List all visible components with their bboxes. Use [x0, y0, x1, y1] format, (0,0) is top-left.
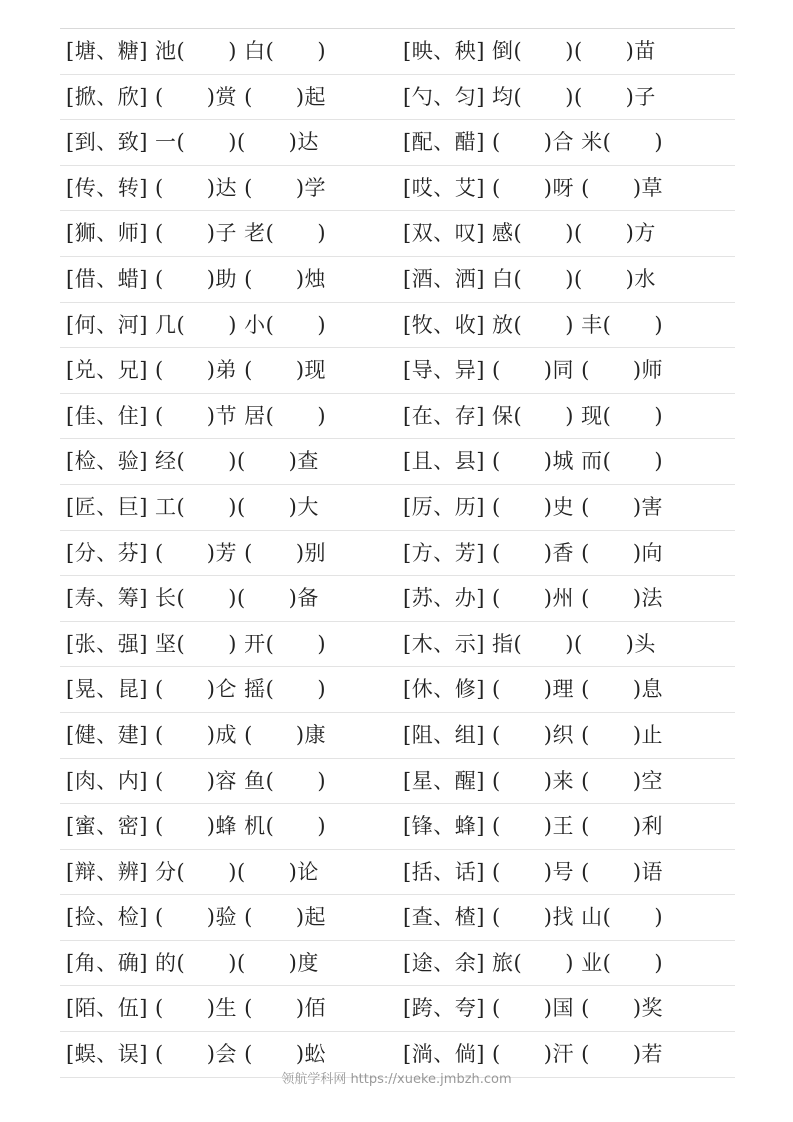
exercise-item-left: [塘、糖] 池( ) 白( ) — [66, 39, 327, 63]
exercise-item-right: [哎、艾] ( )呀 ( )草 — [403, 175, 664, 200]
exercise-item-left: [借、蜡] ( )助 ( )烛 — [66, 266, 327, 291]
exercise-item-left: [寿、筹] 长( )( )备 — [66, 586, 319, 611]
exercise-item-right: [苏、办] ( )州 ( )法 — [403, 586, 664, 611]
exercise-item-left: [到、致] 一( )( )达 — [66, 130, 319, 155]
exercise-row — [60, 667, 735, 713]
exercise-item-right: [导、异] ( )同 ( )师 — [403, 358, 664, 383]
exercise-item-right: [酒、洒] 白( )( )水 — [403, 266, 656, 291]
exercise-item-right: [查、楂] ( )找 山( ) — [403, 905, 664, 930]
exercise-item-right: [休、修] ( )理 ( )息 — [403, 677, 664, 702]
exercise-item-left: [蜈、误] ( )会 ( )蚣 — [66, 1042, 327, 1067]
exercise-row — [60, 303, 735, 349]
exercise-item-left: [佳、住] ( )节 居( ) — [66, 403, 327, 428]
exercise-item-right: [阻、组] ( )织 ( )止 — [403, 722, 664, 747]
exercise-sheet — [60, 28, 735, 1078]
exercise-row — [60, 166, 735, 212]
exercise-row — [60, 394, 735, 440]
exercise-row — [60, 804, 735, 850]
exercise-item-right: [淌、倘] ( )汗 ( )若 — [403, 1042, 664, 1067]
exercise-item-left: [掀、欣] ( )赏 ( )起 — [66, 84, 327, 109]
exercise-row — [60, 348, 735, 394]
exercise-item-right: [木、示] 指( )( )头 — [403, 631, 656, 656]
exercise-item-left: [角、确] 的( )( )度 — [66, 950, 319, 975]
exercise-item-left: [何、河] 几( ) 小( ) — [66, 312, 327, 337]
exercise-item-left: [狮、师] ( )子 老( ) — [66, 221, 327, 246]
exercise-item-right: [配、醋] ( )合 米( ) — [403, 130, 664, 155]
exercise-item-left: [兑、兄] ( )弟 ( )现 — [66, 358, 327, 383]
exercise-row — [60, 759, 735, 805]
exercise-item-left: [肉、内] ( )容 鱼( ) — [66, 768, 327, 793]
exercise-row — [60, 531, 735, 577]
exercise-row — [60, 485, 735, 531]
exercise-item-right: [厉、历] ( )史 ( )害 — [403, 494, 664, 519]
exercise-row — [60, 895, 735, 941]
exercise-item-right: [牧、收] 放( ) 丰( ) — [403, 312, 664, 337]
exercise-item-left: [匠、巨] 工( )( )大 — [66, 494, 319, 519]
exercise-item-left: [晃、昆] ( )仑 摇( ) — [66, 677, 327, 702]
exercise-item-right: [星、醒] ( )来 ( )空 — [403, 768, 664, 793]
exercise-row — [60, 576, 735, 622]
exercise-item-right: [锋、蜂] ( )王 ( )利 — [403, 814, 664, 839]
exercise-item-left: [传、转] ( )达 ( )学 — [66, 175, 327, 200]
exercise-item-left: [辩、辨] 分( )( )论 — [66, 859, 319, 884]
exercise-item-right: [跨、夸] ( )国 ( )奖 — [403, 996, 664, 1021]
exercise-row — [60, 622, 735, 668]
exercise-row — [60, 75, 735, 121]
exercise-row — [60, 713, 735, 759]
exercise-row — [60, 29, 735, 75]
exercise-row — [60, 257, 735, 303]
exercise-item-left: [分、芬] ( )芳 ( )别 — [66, 540, 327, 565]
exercise-row — [60, 941, 735, 987]
watermark: 领航学科网 https://xueke.jmbzh.com — [281, 1072, 512, 1087]
exercise-item-right: [括、话] ( )号 ( )语 — [403, 859, 664, 884]
exercise-row — [60, 120, 735, 166]
exercise-row — [60, 439, 735, 485]
exercise-item-right: [在、存] 保( ) 现( ) — [403, 403, 664, 428]
exercise-item-right: [勺、匀] 均( )( )子 — [403, 84, 656, 109]
exercise-item-left: [张、强] 坚( ) 开( ) — [66, 631, 327, 656]
exercise-item-left: [捡、检] ( )验 ( )起 — [66, 905, 327, 930]
exercise-row — [60, 850, 735, 896]
exercise-item-right: [且、县] ( )城 而( ) — [403, 449, 664, 474]
exercise-item-right: [双、叹] 感( )( )方 — [403, 221, 656, 246]
exercise-item-right: [途、余] 旅( ) 业( ) — [403, 950, 664, 975]
exercise-item-left: [健、建] ( )成 ( )康 — [66, 722, 327, 747]
exercise-row — [60, 986, 735, 1032]
exercise-item-left: [检、验] 经( )( )查 — [66, 449, 319, 474]
exercise-item-right: [映、秧] 倒( )( )苗 — [403, 39, 656, 63]
exercise-item-left: [陌、伍] ( )生 ( )佰 — [66, 996, 327, 1021]
exercise-item-right: [方、芳] ( )香 ( )向 — [403, 540, 664, 565]
exercise-item-left: [蜜、密] ( )蜂 机( ) — [66, 814, 327, 839]
exercise-row — [60, 211, 735, 257]
